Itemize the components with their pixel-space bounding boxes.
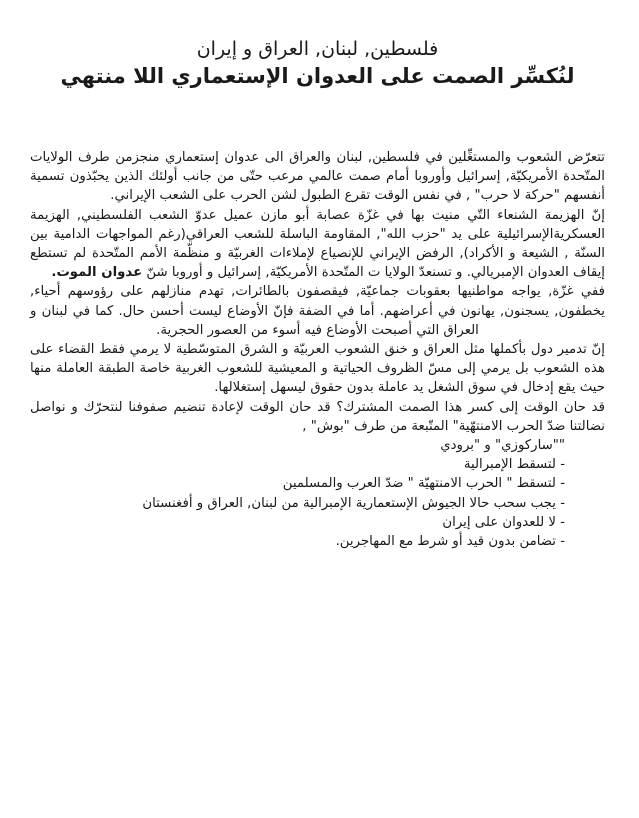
document-body [30, 148, 605, 551]
list-item: - تضامن بدون قيد أو شرط مع المهاجرين. [335, 534, 565, 550]
list-item: - لتسقط " الحرب الامنتهيّة " ضدّ العرب والمسلمين [282, 476, 565, 492]
title-line-1: فلسطين, لبنان, العراق و إيران [196, 38, 439, 60]
list-item: ""ساركوزي" و "برودي [440, 438, 565, 454]
paragraph-2-emphasis: عدوان الموت. [51, 265, 143, 281]
paragraph-2 [30, 206, 605, 283]
list-item: - لتسقط الإمبرالية [463, 457, 565, 473]
paragraph-3: ففي غزّة, يواجه مواطنيها بعقوبات جماعيّة, فيقصفون بالطائرات, تهدم منازلهم على رؤوسهم أحياء, يخطفون, يسجنون, يهانون في أعراضهم. أما في الضفة فإنّ الأوضاع ليست أحسن حال. كما في لبنان و العراق التي أصبحت الأوضاع فيه أسوء من العصور الحجرية. [30, 284, 605, 338]
title-line-2: لنُكسِّر الصمت على العدوان الإستعماري اللا منتهي [60, 64, 575, 88]
paragraph-4: إنّ تدمير دول بأكملها مثل العراق و خنق الشعوب العربيّة و الشرق المتوسّطية لا يرمي فقط القضاء على هذه الشعوب بل يرمي إلى مسّ الظروف الحياتية و المعيشية للشعوب الغربية خاصة الطبقة العاملة منها حيث يقع إدخال في سوق الشغل يد عاملة بدون حقوق ليسهل إستغلالها. [30, 342, 605, 396]
paragraph-5: قد حان الوقت إلى كسر هذا الصمت المشترك؟ قد حان الوقت لإعادة تنضيم صفوفنا لنتحرّك و نواصل نضالتنا ضدّ الحرب الامنتهّية" المتّبعة من طرف "بوش" , [30, 399, 605, 434]
document-header [30, 36, 605, 90]
list-item: - لا للعدوان على إيران [442, 514, 565, 530]
list-item: - يجب سحب حالا الجيوش الإستعمارية الإمبرالية من لبنان, العراق و أفغنستان [142, 495, 565, 511]
paragraph-2-text: إنّ الهزيمة الشنعاء التّي منيت بها في غزّة عصابة أبو مازن عميل عدوّ الشعب الفلسطيني, الهزيمة العسكريةالإسرائيلية على يد "حزب الله", المقاومة الباسلة للشعب العراقي(رغم المواجهات الدامية بين السنّة , الشيعة و الأكراد), الرفض الإيراني للإنصياع لإملاءات الغربيّة و منظّمة الأمم المتّحدة لم تستطع إيقاف العدوان الإمبريالي. و تسنعدّ الولايا ت المتّحدة الأمريكيّة, إسرائيل و أوروبا شنّ [30, 207, 605, 281]
paragraph-1: تتعرّض الشعوب والمستغِّلين في فلسطين, لبنان والعراق الى عدوان إستعماري منجزمن طرف الولايات المتّحدة الأمريكيّة, إسرائيل وأوروبا أمام صمت عالمي مرعب حتّى من جانب أولئك الذين يحبّذون تسمية أنفسهم "حركة لا حرب" , في نفس الوقت تقرع الطبول لشن الحرب على الشعب الإيراني. [30, 150, 605, 204]
